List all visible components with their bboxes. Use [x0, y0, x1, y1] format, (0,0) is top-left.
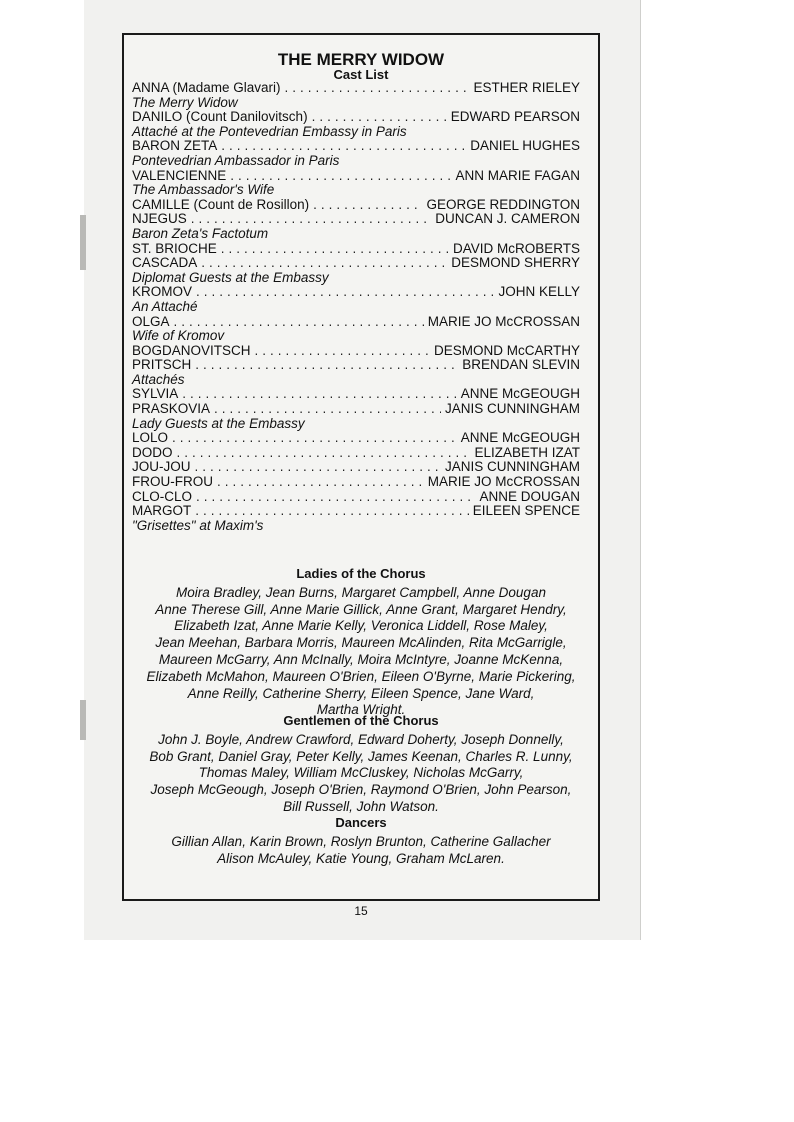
role-name: PRITSCH	[132, 358, 192, 373]
gentlemen-line: Bill Russell, John Watson.	[283, 798, 439, 814]
dot-leader	[182, 387, 456, 402]
dancers-line: Alison McAuley, Katie Young, Graham McLaren.	[217, 850, 505, 866]
actor-name: ESTHER RIELEY	[473, 81, 580, 95]
role-name: DANILO (Count Danilovitsch)	[132, 110, 308, 125]
cast-row	[132, 431, 580, 446]
dancers-line: Gillian Allan, Karin Brown, Roslyn Brunton, Catherine Gallacher	[171, 833, 551, 849]
staple-mark	[80, 700, 86, 740]
role-description: "Grisettes" at Maxim's	[132, 517, 264, 533]
actor-name: EDWARD PEARSON	[450, 110, 580, 125]
role-description: Attaché at the Pontevedrian Embassy in Paris	[132, 123, 407, 139]
actor-name: DESMOND McCARTHY	[433, 343, 580, 358]
dot-leader	[230, 169, 451, 184]
dot-leader	[221, 242, 449, 257]
ladies-line: Moira Bradley, Jean Burns, Margaret Campbell, Anne Dougan	[176, 584, 546, 600]
role-name: ANNA (Madame Glavari)	[132, 81, 281, 95]
cast-row	[132, 169, 580, 184]
gentlemen-line: Bob Grant, Daniel Gray, Peter Kelly, James Keenan, Charles R. Lunny,	[149, 748, 573, 764]
actor-name: GEORGE REDDINGTON	[426, 197, 580, 212]
cast-row	[132, 212, 580, 227]
role-description: The Merry Widow	[132, 94, 238, 110]
gentlemen-line: Thomas Maley, William McCluskey, Nicholas McGarry,	[198, 765, 524, 781]
dot-leader	[217, 475, 424, 490]
dot-leader	[201, 256, 447, 271]
role-name: BOGDANOVITSCH	[132, 343, 251, 358]
cast-row	[132, 315, 580, 330]
cast-row	[132, 242, 580, 257]
actor-name: ANNE McGEOUGH	[460, 431, 580, 446]
actor-name: DUNCAN J. CAMERON	[435, 212, 580, 227]
role-name: VALENCIENNE	[132, 168, 227, 183]
dot-leader	[177, 446, 471, 461]
role-name: CLO-CLO	[132, 489, 193, 504]
dot-leader	[195, 460, 441, 475]
staple-mark	[80, 215, 86, 270]
ladies-line: Elizabeth McMahon, Maureen O'Brien, Eileen O'Byrne, Marie Pickering,	[146, 668, 576, 684]
page-title: THE MERRY WIDOW	[277, 50, 445, 69]
actor-name: MARIE JO McCROSSAN	[427, 314, 580, 329]
cast-row	[132, 475, 580, 490]
page-subtitle: Cast List	[333, 67, 389, 82]
ladies-line: Elizabeth Izat, Anne Marie Kelly, Veronica Liddell, Rose Maley,	[174, 618, 548, 634]
role-name: MARGOT	[132, 504, 192, 519]
gentlemen-line: John J. Boyle, Andrew Crawford, Edward Doherty, Joseph Donnelly,	[158, 731, 564, 747]
actor-name: DAVID McROBERTS	[452, 241, 580, 256]
dot-leader	[214, 402, 441, 417]
dancers-heading: Dancers	[335, 815, 387, 830]
page-number: 15	[354, 904, 368, 918]
actor-name: JANIS CUNNINGHAM	[444, 402, 580, 417]
role-description: Baron Zeta's Factotum	[132, 225, 269, 241]
role-name: CASCADA	[132, 256, 198, 271]
role-description: Diplomat Guests at the Embassy	[132, 269, 329, 285]
cast-row	[132, 490, 580, 505]
cast-row	[132, 504, 580, 519]
actor-name: DESMOND SHERRY	[451, 256, 580, 271]
ladies-line: Maureen McGarry, Ann McInally, Moira McIntyre, Joanne McKenna,	[158, 651, 564, 667]
dot-leader	[172, 431, 457, 446]
dot-leader	[312, 110, 447, 125]
actor-name: JANIS CUNNINGHAM	[444, 460, 580, 475]
dot-leader	[195, 504, 468, 519]
cast-row	[132, 256, 580, 271]
dot-leader	[285, 81, 470, 96]
cast-row	[132, 460, 580, 475]
role-name: PRASKOVIA	[132, 402, 211, 417]
cast-row	[132, 344, 580, 359]
dot-leader	[313, 198, 422, 213]
cast-row	[132, 110, 580, 125]
role-name: JOU-JOU	[132, 460, 191, 475]
role-name: BARON ZETA	[132, 139, 218, 154]
actor-name: ANN MARIE FAGAN	[455, 168, 580, 183]
ladies-line: Anne Therese Gill, Anne Marie Gillick, Anne Grant, Margaret Hendry,	[155, 601, 567, 617]
actor-name: EILEEN SPENCE	[472, 504, 580, 519]
dot-leader	[195, 358, 458, 373]
role-description: Pontevedrian Ambassador in Paris	[132, 152, 340, 168]
dot-leader	[191, 212, 431, 227]
ladies-heading: Ladies of the Chorus	[296, 566, 426, 581]
cast-row	[132, 358, 580, 373]
actor-name: DANIEL HUGHES	[470, 139, 580, 154]
cast-row	[132, 402, 580, 417]
cast-row	[132, 198, 580, 213]
actor-name: MARIE JO McCROSSAN	[427, 475, 580, 490]
actor-name: ANNE DOUGAN	[479, 489, 580, 504]
actor-name: ANNE McGEOUGH	[460, 387, 580, 402]
dancers-section	[132, 815, 590, 867]
cast-row	[132, 81, 580, 96]
role-name: ST. BRIOCHE	[132, 241, 217, 256]
role-name: NJEGUS	[132, 212, 187, 227]
ladies-line: Anne Reilly, Catherine Sherry, Eileen Spence, Jane Ward,	[187, 685, 535, 701]
role-name: LOLO	[132, 431, 169, 446]
role-description: Attachés	[132, 371, 185, 387]
gentlemen-line: Joseph McGeough, Joseph O'Brien, Raymond O'Brien, John Pearson,	[150, 782, 572, 798]
gentlemen-heading: Gentlemen of the Chorus	[283, 713, 439, 728]
role-description: An Attaché	[132, 298, 198, 314]
actor-name: BRENDAN SLEVIN	[462, 358, 580, 373]
role-name: DODO	[132, 445, 173, 460]
dot-leader	[196, 285, 494, 300]
ladies-line: Jean Meehan, Barbara Morris, Maureen McAlinden, Rita McGarrigle,	[155, 635, 567, 651]
cast-row	[132, 285, 580, 300]
actor-name: ELIZABETH IZAT	[474, 445, 580, 460]
role-name: OLGA	[132, 314, 170, 329]
role-description: Lady Guests at the Embassy	[132, 415, 305, 431]
dot-leader	[255, 344, 430, 359]
gentlemen-section	[132, 713, 590, 816]
role-description: The Ambassador's Wife	[132, 182, 275, 198]
cast-list	[132, 81, 580, 533]
ladies-line: Martha Wright.	[316, 702, 406, 718]
dot-leader	[221, 139, 466, 154]
dot-leader	[196, 490, 475, 505]
cast-row	[132, 139, 580, 154]
role-description: Wife of Kromov	[132, 328, 225, 344]
actor-name: JOHN KELLY	[498, 285, 580, 300]
cast-row	[132, 387, 580, 402]
role-name: KROMOV	[132, 285, 193, 300]
cast-row	[132, 446, 580, 461]
role-name: CAMILLE (Count de Rosillon)	[132, 197, 310, 212]
role-name: FROU-FROU	[132, 475, 213, 490]
dot-leader	[174, 315, 424, 330]
ladies-section	[132, 566, 590, 719]
role-name: SYLVIA	[132, 387, 179, 402]
